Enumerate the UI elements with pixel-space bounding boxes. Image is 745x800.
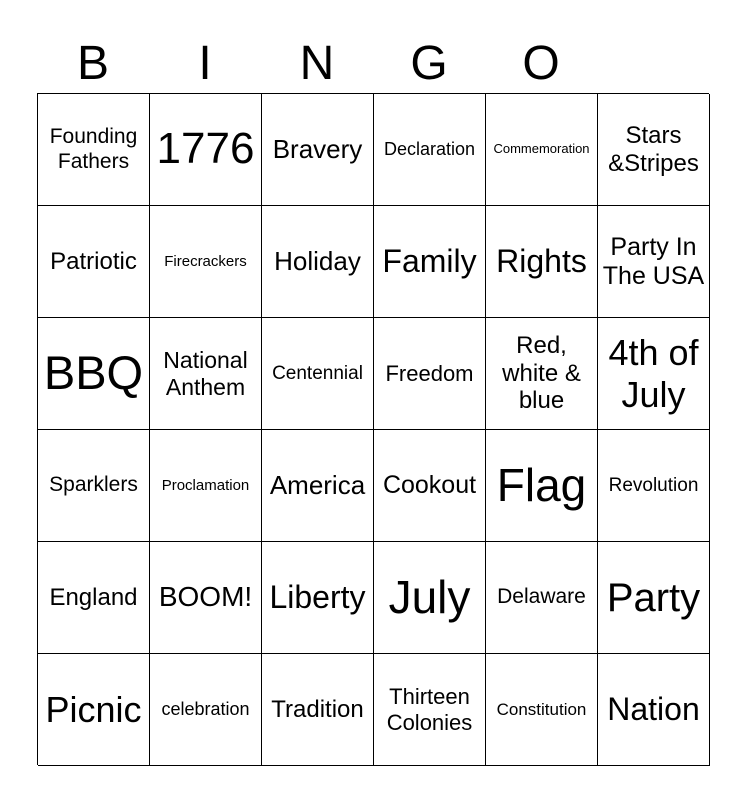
bingo-cell[interactable]: America [262, 430, 374, 542]
bingo-cell[interactable]: Party [598, 542, 710, 654]
bingo-cell[interactable]: Liberty [262, 542, 374, 654]
bingo-cell[interactable]: Party In The USA [598, 206, 710, 318]
bingo-cell[interactable]: celebration [150, 654, 262, 766]
bingo-cell[interactable]: Proclamation [150, 430, 262, 542]
bingo-cell[interactable]: Founding Fathers [38, 94, 150, 206]
bingo-cell[interactable]: Tradition [262, 654, 374, 766]
bingo-cell[interactable]: Cookout [374, 430, 486, 542]
bingo-cell[interactable]: Patriotic [38, 206, 150, 318]
header-letter-n: N [299, 37, 335, 90]
bingo-cell[interactable]: Commemoration [486, 94, 598, 206]
bingo-cell[interactable]: Bravery [262, 94, 374, 206]
bingo-card [37, 93, 709, 765]
bingo-cell[interactable]: England [38, 542, 150, 654]
bingo-cell[interactable]: Thirteen Colonies [374, 654, 486, 766]
bingo-cell[interactable]: Holiday [262, 206, 374, 318]
bingo-cell[interactable]: Declaration [374, 94, 486, 206]
bingo-cell[interactable]: Constitution [486, 654, 598, 766]
bingo-cell[interactable]: July [374, 542, 486, 654]
bingo-header [37, 36, 709, 92]
bingo-cell[interactable]: Sparklers [38, 430, 150, 542]
bingo-cell[interactable]: Freedom [374, 318, 486, 430]
bingo-cell[interactable]: Stars &Stripes [598, 94, 710, 206]
bingo-cell[interactable]: BBQ [38, 318, 150, 430]
bingo-cell[interactable]: Nation [598, 654, 710, 766]
header-letter-g: G [410, 37, 448, 90]
header-letter-i: I [198, 37, 212, 90]
bingo-cell[interactable]: Centennial [262, 318, 374, 430]
header-letter-o: O [522, 37, 560, 90]
bingo-cell[interactable]: Firecrackers [150, 206, 262, 318]
bingo-cell[interactable]: Delaware [486, 542, 598, 654]
bingo-cell[interactable]: 1776 [150, 94, 262, 206]
header-letter-b: B [76, 37, 109, 90]
bingo-cell[interactable]: Family [374, 206, 486, 318]
bingo-cell[interactable]: Picnic [38, 654, 150, 766]
bingo-cell[interactable]: National Anthem [150, 318, 262, 430]
bingo-cell[interactable]: 4th of July [598, 318, 710, 430]
bingo-cell[interactable]: BOOM! [150, 542, 262, 654]
bingo-cell[interactable]: Revolution [598, 430, 710, 542]
bingo-cell[interactable]: Red, white & blue [486, 318, 598, 430]
bingo-cell[interactable]: Flag [486, 430, 598, 542]
bingo-cell[interactable]: Rights [486, 206, 598, 318]
